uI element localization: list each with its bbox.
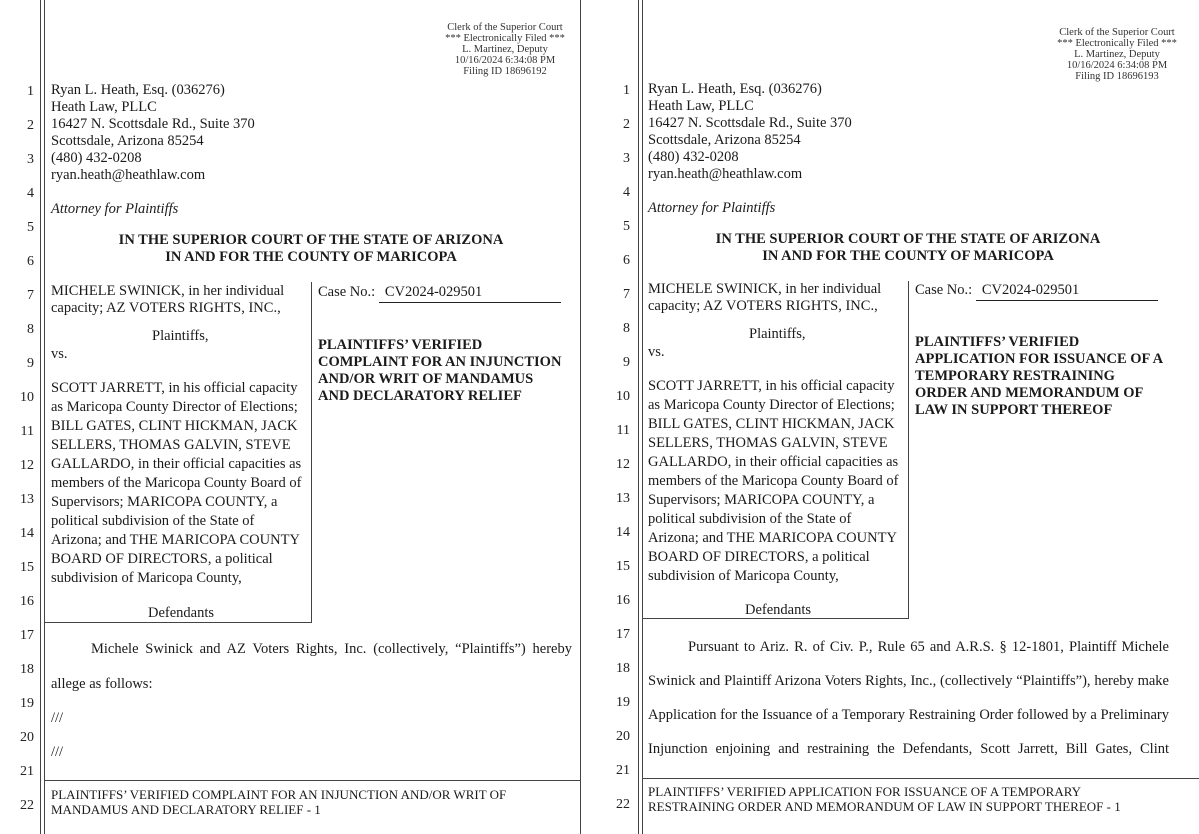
line-number: 16 <box>20 594 34 609</box>
title-line: APPLICATION FOR ISSUANCE OF A <box>915 351 1164 367</box>
firm-name: Heath Law, PLLC <box>51 99 157 115</box>
line-number: 3 <box>623 151 630 166</box>
case-number-label: Case No.: <box>915 282 973 298</box>
body-separator: /// <box>51 710 64 726</box>
versus-label: vs. <box>648 344 665 360</box>
title-line: AND DECLARATORY RELIEF <box>318 388 522 404</box>
line-number: 4 <box>623 185 630 200</box>
line-number: 7 <box>623 287 630 302</box>
stamp-line: 10/16/2024 6:34:08 PM <box>454 55 556 66</box>
stamp-line: 10/16/2024 6:34:08 PM <box>1066 60 1168 71</box>
line-number: 8 <box>27 322 34 337</box>
filing-stamp <box>1038 27 1196 82</box>
defendant-caption-line: Supervisors; MARICOPA COUNTY, a <box>648 492 875 508</box>
court-name: IN THE SUPERIOR COURT OF THE STATE OF ARIZONA <box>715 231 1101 247</box>
defendant-caption-line: BILL GATES, CLINT HICKMAN, JACK <box>51 418 298 434</box>
title-line: PLAINTIFFS’ VERIFIED <box>915 334 1080 350</box>
firm-email: ryan.heath@heathlaw.com <box>51 167 206 183</box>
footer-rule <box>44 780 580 781</box>
plaintiff-caption-line: MICHELE SWINICK, in her individual <box>51 283 285 299</box>
line-number: 12 <box>616 457 630 472</box>
defendant-caption-line: members of the Maricopa County Board of <box>648 473 899 489</box>
line-number: 8 <box>623 321 630 336</box>
footer-line: RESTRAINING ORDER AND MEMORANDUM OF LAW IN SUPPORT THEREOF - 1 <box>648 799 1121 814</box>
body-separator: /// <box>51 744 64 760</box>
defendants-label: Defendants <box>148 605 215 621</box>
body-paragraph-line: Swinick and Plaintiff Arizona Voters Rights, Inc., (collectively “Plaintiffs”), hereby make <box>648 673 1169 689</box>
line-number: 10 <box>20 390 34 405</box>
court-name: IN THE SUPERIOR COURT OF THE STATE OF ARIZONA <box>118 232 504 248</box>
case-number-line <box>318 284 561 303</box>
line-number: 11 <box>20 424 34 439</box>
attorney-for: Attorney for Plaintiffs <box>648 200 776 216</box>
line-number: 2 <box>623 117 630 132</box>
plaintiff-caption-line: capacity; AZ VOTERS RIGHTS, INC., <box>51 300 281 316</box>
body-paragraph-line: Application for the Issuance of a Temporary Restraining Order followed by a Preliminary <box>648 707 1169 723</box>
footer-line: MANDAMUS AND DECLARATORY RELIEF - 1 <box>51 802 321 817</box>
line-number: 1 <box>623 83 630 98</box>
line-number: 13 <box>616 491 630 506</box>
court-county: IN AND FOR THE COUNTY OF MARICOPA <box>762 248 1054 264</box>
defendant-caption-line: BILL GATES, CLINT HICKMAN, JACK <box>648 416 895 432</box>
filing-stamp <box>430 22 580 77</box>
line-number: 11 <box>616 423 630 438</box>
line-number: 4 <box>27 186 34 201</box>
line-number: 16 <box>616 593 630 608</box>
line-number: 22 <box>20 798 34 813</box>
stamp-line: Clerk of the Superior Court <box>1059 27 1175 38</box>
line-number: 2 <box>27 118 34 133</box>
case-number: CV2024-029501 <box>976 282 1158 301</box>
body-paragraph-line: Michele Swinick and AZ Voters Rights, Inc. (collectively, “Plaintiffs”) hereby <box>91 641 572 657</box>
defendant-caption-line: as Maricopa County Director of Elections; <box>51 399 298 415</box>
line-number: 17 <box>616 627 630 642</box>
defendant-caption-line: subdivision of Maricopa County, <box>51 570 242 586</box>
court-county: IN AND FOR THE COUNTY OF MARICOPA <box>165 249 457 265</box>
stamp-line: *** Electronically Filed *** <box>1057 38 1177 49</box>
defendant-caption-line: political subdivision of the State of <box>648 511 852 527</box>
line-number: 21 <box>20 764 34 779</box>
firm-email: ryan.heath@heathlaw.com <box>648 166 803 182</box>
versus-label: vs. <box>51 346 68 362</box>
line-number: 19 <box>616 695 630 710</box>
defendant-caption-line: SELLERS, THOMAS GALVIN, STEVE <box>648 435 888 451</box>
firm-city: Scottsdale, Arizona 85254 <box>51 133 204 149</box>
line-number: 5 <box>27 220 34 235</box>
stamp-line: L. Martinez, Deputy <box>1074 49 1160 60</box>
document-title <box>318 337 561 405</box>
line-number: 15 <box>20 560 34 575</box>
title-line: AND/OR WRIT OF MANDAMUS <box>318 371 534 387</box>
line-number: 21 <box>616 763 630 778</box>
line-number: 18 <box>20 662 34 677</box>
line-number: 1 <box>27 84 34 99</box>
line-number: 22 <box>616 797 630 812</box>
line-number: 3 <box>27 152 34 167</box>
stamp-line: Filing ID 18696193 <box>1075 71 1159 82</box>
line-number: 10 <box>616 389 630 404</box>
plaintiff-caption-line: MICHELE SWINICK, in her individual <box>648 281 882 297</box>
firm-phone: (480) 432-0208 <box>648 149 739 165</box>
defendant-caption-line: SCOTT JARRETT, in his official capacity <box>648 378 895 394</box>
defendant-caption-line: BOARD OF DIRECTORS, a political <box>648 549 870 565</box>
body-paragraph-line: Injunction enjoining and restraining the Defendants, Scott Jarrett, Bill Gates, Clint <box>648 741 1169 757</box>
line-number: 6 <box>623 253 630 268</box>
footer-rule <box>642 778 1199 779</box>
defendant-caption-line: BOARD OF DIRECTORS, a political <box>51 551 273 567</box>
line-number: 18 <box>616 661 630 676</box>
line-number: 20 <box>20 730 34 745</box>
plaintiffs-label: Plaintiffs, <box>152 328 209 344</box>
line-number: 17 <box>20 628 34 643</box>
document-title <box>915 334 1163 419</box>
line-number: 7 <box>27 288 34 303</box>
case-number-line <box>915 282 1158 301</box>
defendant-caption-line: political subdivision of the State of <box>51 513 255 529</box>
left-margin-rule <box>638 0 639 834</box>
defendants-label: Defendants <box>745 602 812 618</box>
line-number: 19 <box>20 696 34 711</box>
stamp-line: Clerk of the Superior Court <box>447 22 563 33</box>
case-number: CV2024-029501 <box>379 284 561 303</box>
attorney-name: Ryan L. Heath, Esq. (036276) <box>51 82 225 98</box>
attorney-for: Attorney for Plaintiffs <box>51 201 179 217</box>
footer-line: PLAINTIFFS’ VERIFIED APPLICATION FOR ISSUANCE OF A TEMPORARY <box>648 784 1082 799</box>
defendant-caption-line: subdivision of Maricopa County, <box>648 568 839 584</box>
firm-phone: (480) 432-0208 <box>51 150 142 166</box>
line-number: 9 <box>623 355 630 370</box>
left-margin-rule <box>40 0 41 834</box>
body-paragraph-line: allege as follows: <box>51 676 153 692</box>
defendant-caption-line: SCOTT JARRETT, in his official capacity <box>51 380 298 396</box>
line-number: 12 <box>20 458 34 473</box>
defendant-caption-line: Arizona; and THE MARICOPA COUNTY <box>51 532 300 548</box>
defendant-caption-line: GALLARDO, in their official capacities as <box>648 454 899 470</box>
plaintiffs-label: Plaintiffs, <box>749 326 806 342</box>
line-number: 15 <box>616 559 630 574</box>
firm-address: 16427 N. Scottsdale Rd., Suite 370 <box>648 115 852 131</box>
title-line: TEMPORARY RESTRAINING <box>915 368 1115 384</box>
defendant-caption-line: members of the Maricopa County Board of <box>51 475 302 491</box>
title-line: ORDER AND MEMORANDUM OF <box>915 385 1144 401</box>
title-line: PLAINTIFFS’ VERIFIED <box>318 337 483 353</box>
stamp-line: Filing ID 18696192 <box>463 66 547 77</box>
firm-address: 16427 N. Scottsdale Rd., Suite 370 <box>51 116 255 132</box>
line-number: 13 <box>20 492 34 507</box>
case-number-label: Case No.: <box>318 284 376 300</box>
line-number: 14 <box>20 526 34 541</box>
firm-name: Heath Law, PLLC <box>648 98 754 114</box>
defendant-caption-line: GALLARDO, in their official capacities as <box>51 456 302 472</box>
stamp-line: L. Martinez, Deputy <box>462 44 548 55</box>
attorney-name: Ryan L. Heath, Esq. (036276) <box>648 81 822 97</box>
plaintiff-caption-line: capacity; AZ VOTERS RIGHTS, INC., <box>648 298 878 314</box>
line-number: 14 <box>616 525 630 540</box>
title-line: COMPLAINT FOR AN INJUNCTION <box>318 354 562 370</box>
stamp-line: *** Electronically Filed *** <box>445 33 565 44</box>
line-number: 9 <box>27 356 34 371</box>
line-number: 20 <box>616 729 630 744</box>
document-page-right <box>598 0 1199 834</box>
footer-line: PLAINTIFFS’ VERIFIED COMPLAINT FOR AN INJUNCTION AND/OR WRIT OF <box>51 787 507 802</box>
line-number: 5 <box>623 219 630 234</box>
defendant-caption-line: as Maricopa County Director of Elections; <box>648 397 895 413</box>
title-line: LAW IN SUPPORT THEREOF <box>915 402 1113 418</box>
body-paragraph-line: Pursuant to Ariz. R. of Civ. P., Rule 65 and A.R.S. § 12-1801, Plaintiff Michele <box>688 639 1169 655</box>
line-number: 6 <box>27 254 34 269</box>
defendant-caption-line: Arizona; and THE MARICOPA COUNTY <box>648 530 897 546</box>
firm-city: Scottsdale, Arizona 85254 <box>648 132 801 148</box>
document-page-left <box>0 0 598 834</box>
right-margin-rule <box>580 0 581 834</box>
defendant-caption-line: SELLERS, THOMAS GALVIN, STEVE <box>51 437 291 453</box>
defendant-caption-line: Supervisors; MARICOPA COUNTY, a <box>51 494 278 510</box>
